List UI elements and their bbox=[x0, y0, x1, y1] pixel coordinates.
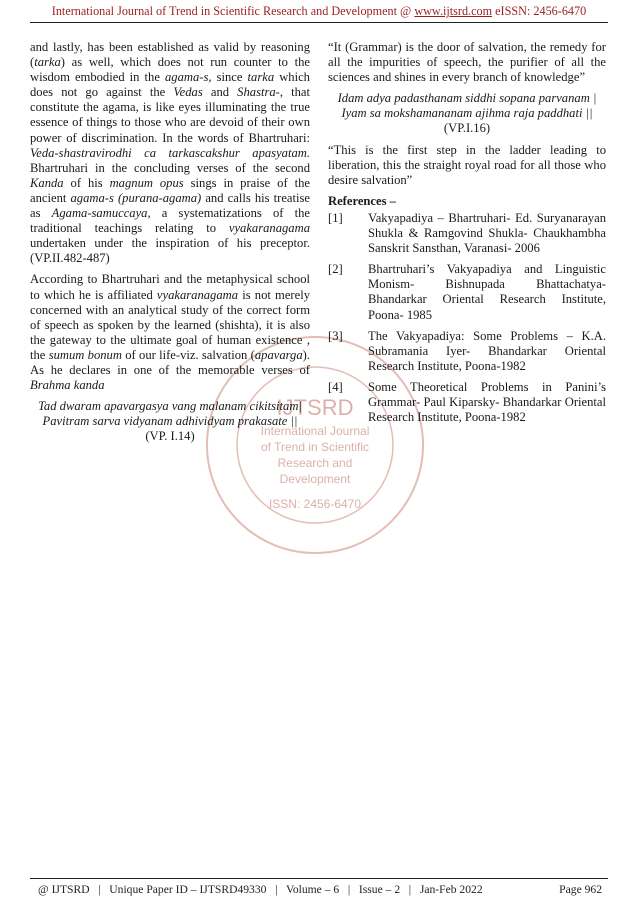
references-list bbox=[328, 211, 606, 425]
reference-item bbox=[328, 262, 606, 322]
watermark-center: IJTSRD bbox=[276, 395, 354, 420]
watermark-issn: ISSN: 2456-6470 bbox=[268, 497, 362, 511]
journal-name: International Journal of Trend in Scientific Research and Development @ bbox=[51, 4, 415, 18]
italic-term: magnum opus bbox=[109, 175, 184, 190]
reference-text: Some Theoretical Problems in Panini’s Grammar- Paul Kiparsky- Bhandarkar Oriental Research Institute, Poona-1982 bbox=[368, 379, 606, 425]
reference-item bbox=[328, 329, 606, 374]
reference-text: Vakyapadiya – Bhartruhari- Ed. Suryanarayan Shukla & Ramgovind Shukla- Chaukhambha Sanskrit Sansthan, Varanasi- 2006 bbox=[368, 210, 606, 256]
verse-line: Tad dwaram apavargasya vang malanam cikitsitam| bbox=[38, 399, 302, 414]
left-column bbox=[30, 40, 310, 450]
italic-term: tarka bbox=[247, 70, 275, 85]
text-run: and calls his treatise as bbox=[30, 190, 311, 221]
text-run: since bbox=[211, 70, 248, 85]
quote-2: “This is the first step in the ladder leading to liberation, this the straight royal road for all those who desire salvation” bbox=[328, 142, 606, 187]
italic-term: Brahma kanda bbox=[30, 378, 105, 393]
text-run: , a systematizations of the traditional teachings relating to bbox=[30, 206, 310, 236]
verse-line: Pavitram sarva vidyanam adhividyam prakasate || bbox=[42, 414, 298, 429]
journal-url-link[interactable]: www.ijtsrd.com bbox=[414, 4, 493, 18]
italic-term: Veda-shastravirodhi ca tarkascakshur apasyatam. bbox=[30, 145, 310, 160]
footer-rule bbox=[30, 878, 608, 879]
reference-number: [4] bbox=[328, 379, 343, 394]
reference-number: [1] bbox=[328, 210, 343, 225]
text-run: ). As he declares in one of the memorable verses of bbox=[30, 347, 310, 377]
text-run: of his bbox=[63, 175, 110, 190]
quote-1: “It (Grammar) is the door of salvation, the remedy for all the impurities of speech, the purifier of all the sciences and shines in every branch of knowledge” bbox=[328, 40, 606, 85]
verse-reference: (VP. I.14) bbox=[145, 429, 195, 444]
verse-block-1 bbox=[30, 399, 310, 444]
text-run: According to Bhartruhari and the metaphysical school to which he is affiliated bbox=[30, 272, 310, 302]
eissn: eISSN: 2456-6470 bbox=[492, 4, 587, 18]
watermark-line-1: International Journal bbox=[260, 424, 370, 438]
watermark-line-3: Research and bbox=[277, 456, 353, 470]
text-run: Bhartruhari in the concluding verses of the second bbox=[30, 160, 310, 175]
italic-term: Agama-samuccaya bbox=[51, 206, 148, 221]
text-run: of our life-viz. salvation ( bbox=[121, 347, 255, 362]
paragraph-1 bbox=[30, 40, 310, 266]
right-column bbox=[328, 40, 606, 431]
text-run: which does not go against the bbox=[30, 70, 310, 100]
header-rule bbox=[30, 22, 608, 23]
italic-term: Shastra- bbox=[237, 85, 280, 100]
text-run: ) as well, which does not run counter to the wisdom embodied in the bbox=[30, 55, 310, 85]
text-run: and bbox=[202, 85, 238, 100]
italic-term: apavarga bbox=[254, 347, 303, 362]
verse-line: Iyam sa mokshamananam ajihma raja paddhati || bbox=[341, 106, 593, 121]
reference-item bbox=[328, 211, 606, 256]
italic-term: vyakaranagama bbox=[228, 221, 310, 236]
reference-number: [2] bbox=[328, 262, 343, 277]
text-run: is not merely concerned with an analytical study of the correct form of speech as spoken by the learned (shishta), it is also the gateway to the ultimate goal of human existence , the bbox=[30, 287, 310, 362]
verse-reference: (VP.I.16) bbox=[443, 121, 491, 136]
reference-text: Bhartruhari’s Vakyapadiya and Linguistic Monism- Bishnupada Bhattachatya- Bhandarkar Oriental Research Institute, Poona- 1985 bbox=[368, 262, 606, 322]
verse-line: Idam adya padasthanam siddhi sopana parvanam | bbox=[337, 91, 597, 106]
references-heading: References – bbox=[328, 193, 396, 208]
paragraph-2 bbox=[30, 272, 310, 393]
footer-info: @ IJTSRD | Unique Paper ID – IJTSRD49330 | Volume – 6 | Issue – 2 | Jan-Feb 2022 bbox=[38, 883, 483, 896]
italic-term: vyakaranagama bbox=[156, 287, 239, 302]
reference-text: The Vakyapadiya: Some Problems – K.A. Subramania Iyer- Bhandarkar Oriental Research Institute, Poona-1982 bbox=[368, 328, 606, 373]
verse-block-2 bbox=[328, 91, 606, 136]
italic-term: sumum bonum bbox=[48, 347, 122, 362]
page-number: Page 962 bbox=[559, 883, 602, 896]
running-header bbox=[0, 4, 638, 19]
text-run: , that constitute the agama, is like eyes illuminating the true essence of things to those who are devoid of their own power of discrimination. In the words of Bhartruhari: bbox=[30, 85, 310, 145]
text-run: sings in praise of the ancient bbox=[30, 175, 310, 205]
watermark-line-4: Development bbox=[279, 472, 351, 486]
italic-term: agama-s (purana-agama) bbox=[70, 190, 202, 205]
text-run: undertaken under the inspiration of his preceptor. (VP.II.482-487) bbox=[30, 236, 310, 266]
text-run: and lastly, has been established as valid by reasoning ( bbox=[30, 40, 310, 70]
italic-term: Kanda bbox=[30, 175, 64, 190]
watermark-line-2: of Trend in Scientific bbox=[260, 440, 370, 454]
italic-term: agama-s, bbox=[165, 70, 212, 85]
reference-number: [3] bbox=[328, 328, 343, 343]
page-footer bbox=[38, 883, 602, 896]
italic-term: Vedas bbox=[173, 85, 203, 100]
italic-term: tarka bbox=[34, 55, 61, 70]
reference-item bbox=[328, 380, 606, 425]
